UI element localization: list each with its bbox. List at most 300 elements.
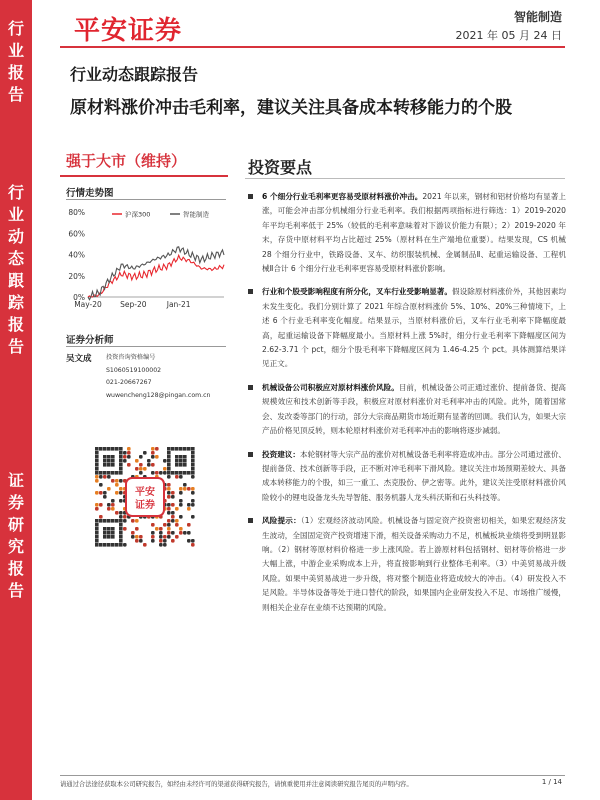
qr-module [107, 503, 111, 507]
key-point-2: 行业和个股受影响程度有所分化，叉车行业受影响显著。假设除原材料涨价外，其他因素均未发生变化。我们分别计算了 2021 年综合原材料涨价 5%、10%、20%三种情境下，上述 6 个行业毛利率变化幅度。结果显示，当原材料涨价后，叉车行业毛利率下降幅度最高，起重运输设备下降幅度最小。当原材料上涨 5%时，细分行业毛利率下降幅度区间为 2.62-3.71 个 pct，细分个股毛利率下降幅度区间为 1.46-4.25 个 pct。具体测算结果详见正文。 [248, 285, 566, 371]
header-divider [60, 46, 565, 48]
qr-module [95, 527, 99, 531]
series-line-1 [88, 255, 224, 297]
key-points [248, 190, 566, 624]
qr-module [103, 471, 107, 475]
side-char: 报 [7, 315, 24, 334]
side-char: 究 [7, 537, 24, 556]
qr-module [151, 539, 155, 543]
qr-module [139, 463, 143, 467]
qr-module [123, 459, 127, 463]
qr-module [159, 535, 163, 539]
qr-module [167, 459, 171, 463]
qr-module [111, 531, 115, 535]
qr-module [99, 503, 103, 507]
qr-module [131, 531, 135, 535]
qr-module [123, 527, 127, 531]
qr-module [119, 511, 123, 515]
side-char: 报 [7, 559, 24, 578]
qr-module [95, 503, 99, 507]
qr-module [107, 527, 111, 531]
analyst-info [106, 352, 210, 402]
qr-module [103, 543, 107, 547]
qr-module [115, 479, 119, 483]
qr-module [131, 519, 135, 523]
qr-module [159, 527, 163, 531]
legend-label-2: 智能制造 [183, 210, 209, 219]
qr-module [155, 447, 159, 451]
qr-module [119, 487, 123, 491]
qr-module [103, 455, 107, 459]
analyst-qualification-label: 投资咨询资格编号 [106, 354, 156, 361]
qr-module [179, 515, 183, 519]
qr-module [119, 523, 123, 527]
qr-module [183, 471, 187, 475]
qr-module [127, 447, 131, 451]
qr-module [171, 539, 175, 543]
key-point-3: 机械设备公司积极应对原材料涨价风险。目前，机械设备公司正通过涨价、提前备货、提高规模效应和技术创新等手段，积极应对原材料涨价对毛利率冲击的风险。此外，随着国常会、发改委等部门的行动，部分大宗商品期货市场近期有显著的回调。我们认为，如果大宗产品价格见顶反转，则本轮原材料涨价对毛利率冲击的影响将逐步减弱。 [248, 381, 566, 439]
qr-module [159, 539, 163, 543]
qr-module [95, 523, 99, 527]
company-logo: 平安证券 [74, 16, 183, 46]
key-point-4: 投资建议：本轮钢材等大宗产品的涨价对机械设备毛利率将造成冲击。部分公司通过涨价、提前备货、技术创新等手段，正不断对冲毛利率下滑风险。建议关注市场预期差较大、具备成本转移能力的个股，如三一重工、杰克股份、伊之密等。此外，建议关注受原材料涨价风险较小的锂电设备龙头先导智能、服务机器人龙头科沃斯和石头科技等。 [248, 448, 566, 506]
qr-module [187, 531, 191, 535]
qr-module [111, 503, 115, 507]
key-point-5: 风险提示：（1）宏观经济波动风险。机械设备与固定资产投资密切相关，如果宏观经济发生波动，全国固定资产投资增速下滑，相关设备采购动力不足，机械板块业绩将受到明显影响。（2）钢材等原材料价格进一步上涨风险。若上游原材料包括钢材、铝材等价格进一步大幅上涨，中游企业采购成本上升，将直接影响到行业整体毛利率。（3）中美贸易战升级风险。如果中美贸易战进一步升级，将对整个制造业将造成较大的冲击。（4）研发投入不足风险。半导体设备等处于进口替代的阶段，如果国内企业研发投入不足、市场推广缓慢，则相关企业存在业绩不达预期的风险。 [248, 514, 566, 615]
qr-module [151, 523, 155, 527]
qr-module [179, 475, 183, 479]
qr-module [115, 491, 119, 495]
qr-module [147, 459, 151, 463]
qr-module [167, 471, 171, 475]
qr-module [179, 503, 183, 507]
qr-module [103, 491, 107, 495]
qr-module [95, 507, 99, 511]
qr-module [167, 511, 171, 515]
qr-module [167, 491, 171, 495]
qr-module [187, 471, 191, 475]
x-tick-label: Jan-21 [166, 300, 191, 309]
qr-module [119, 467, 123, 471]
qr-module [191, 475, 195, 479]
qr-module [175, 475, 179, 479]
side-label-industry-report [0, 18, 32, 106]
qr-module [99, 491, 103, 495]
trend-chart [60, 202, 230, 314]
qr-module [111, 447, 115, 451]
qr-module [131, 535, 135, 539]
qr-module [95, 519, 99, 523]
qr-module [191, 459, 195, 463]
qr-module [175, 535, 179, 539]
qr-module [183, 455, 187, 459]
qr-module [155, 471, 159, 475]
qr-module [179, 527, 183, 531]
qr-module [103, 519, 107, 523]
qr-module [151, 447, 155, 451]
qr-module [183, 483, 187, 487]
qr-module [147, 463, 151, 467]
qr-module [179, 531, 183, 535]
qr-module [191, 467, 195, 471]
qr-module [99, 515, 103, 519]
qr-module [107, 459, 111, 463]
side-char: 券 [7, 493, 24, 512]
rating: 强于大市（维持） [66, 152, 187, 170]
qr-module [179, 463, 183, 467]
qr-module [95, 539, 99, 543]
qr-module [111, 519, 115, 523]
qr-module [95, 455, 99, 459]
qr-module [191, 471, 195, 475]
y-tick-label: 60% [68, 229, 85, 239]
qr-module [167, 531, 171, 535]
qr-module [155, 527, 159, 531]
qr-module [151, 455, 155, 459]
side-char: 报 [7, 63, 24, 82]
analyst-email: wuwencheng128@pingan.com.cn [106, 391, 211, 399]
report-title: 原材料涨价冲击毛利率，建议关注具备成本转移能力的个股 [70, 98, 512, 118]
qr-module [119, 519, 123, 523]
qr-module [103, 531, 107, 535]
qr-module [107, 455, 111, 459]
qr-module [99, 483, 103, 487]
side-char: 动 [7, 227, 24, 246]
qr-module [179, 455, 183, 459]
qr-module [143, 467, 147, 471]
y-tick-label: 0% [73, 293, 85, 302]
qr-module [151, 451, 155, 455]
qr-module [171, 491, 175, 495]
report-type: 行业动态跟踪报告 [70, 65, 199, 84]
qr-module [175, 519, 179, 523]
qr-module [95, 459, 99, 463]
industry-category: 智能制造 [513, 10, 562, 24]
qr-module [187, 539, 191, 543]
qr-module [119, 491, 123, 495]
qr-module [119, 527, 123, 531]
legend-label-1: 沪深300 [125, 210, 151, 219]
qr-module [111, 507, 115, 511]
qr-module [151, 471, 155, 475]
y-tick-label: 80% [68, 208, 85, 217]
qr-module [167, 467, 171, 471]
qr-module [171, 511, 175, 515]
qr-module [111, 527, 115, 531]
qr-module [191, 543, 195, 547]
qr-module [103, 459, 107, 463]
qr-module [167, 527, 171, 531]
qr-module [171, 515, 175, 519]
qr-module [143, 451, 147, 455]
qr-module [119, 455, 123, 459]
qr-module [95, 463, 99, 467]
qr-module [95, 475, 99, 479]
section-title: 投资要点 [248, 158, 313, 177]
qr-module [135, 519, 139, 523]
page-number: 1 / 14 [541, 778, 562, 786]
footer-disclaimer: 请通过合法途径获取本公司研究报告，如经由未经许可的渠道获得研究报告，请慎重使用并注意阅读研究报告尾页的声明内容。 [60, 781, 413, 788]
qr-module [191, 491, 195, 495]
qr-module [99, 543, 103, 547]
qr-module [107, 447, 111, 451]
qr-module [175, 447, 179, 451]
qr-module [163, 471, 167, 475]
section-divider [245, 178, 565, 179]
side-char: 行 [7, 183, 24, 202]
qr-module [139, 467, 143, 471]
side-label-tracking-report [0, 182, 32, 358]
qr-logo-text-bottom: 证券 [135, 500, 155, 511]
qr-module [167, 487, 171, 491]
report-date: 2021 年 05 月 24 日 [455, 29, 562, 42]
qr-module [191, 499, 195, 503]
qr-module [119, 531, 123, 535]
qr-module [119, 535, 123, 539]
qr-module [103, 475, 107, 479]
qr-module [99, 475, 103, 479]
qr-module [167, 475, 171, 479]
trend-divider [66, 199, 226, 200]
side-char: 证 [7, 471, 24, 490]
qr-module [119, 515, 123, 519]
qr-module [103, 527, 107, 531]
analyst-divider [66, 346, 226, 347]
analyst-name: 吴文成 [66, 354, 92, 364]
footer-divider [60, 775, 565, 776]
qr-module [179, 447, 183, 451]
qr-module [167, 483, 171, 487]
qr-module [95, 535, 99, 539]
qr-module [111, 459, 115, 463]
qr-module [107, 531, 111, 535]
qr-module [115, 511, 119, 515]
qr-module [95, 447, 99, 451]
qr-module [99, 471, 103, 475]
qr-module [191, 487, 195, 491]
qr-module [123, 451, 127, 455]
key-point-1: 6 个细分行业毛利率更容易受原材料涨价冲击。2021 年以来，钢材和铝材价格均有显著上涨，可能会冲击部分机械细分行业毛利率。我们根据两项指标进行筛选：1）2019-2020 年平均毛利率低于 25%（较低的毛利率意味着对下游议价能力有限）；2）2019-2020 年末，存货中原材料平均占比超过 25%（原材料在生产端地位重要）。结果发现，CS 机械 28 个细分行业中，铁路设备、叉车、纺织服装机械、金属制品Ⅱ、起重运输设备、工程机械Ⅱ合计 6 个细分行业毛利率更容易受原材料涨价影响。 [248, 190, 566, 276]
qr-module [179, 459, 183, 463]
qr-module [187, 447, 191, 451]
qr-module [183, 487, 187, 491]
qr-module [111, 499, 115, 503]
qr-module [107, 543, 111, 547]
qr-module [187, 523, 191, 527]
qr-module [191, 515, 195, 519]
qr-module [95, 471, 99, 475]
qr-module [175, 463, 179, 467]
qr-module [115, 447, 119, 451]
qr-code [95, 447, 195, 547]
qr-module [183, 531, 187, 535]
qr-module [127, 451, 131, 455]
qr-module [95, 479, 99, 483]
qr-module [119, 539, 123, 543]
qr-module [107, 487, 111, 491]
side-char: 告 [7, 337, 24, 356]
qr-module [167, 447, 171, 451]
trend-chart-title: 行情走势图 [66, 188, 114, 199]
qr-module [171, 495, 175, 499]
side-char: 告 [7, 85, 24, 104]
qr-module [119, 499, 123, 503]
qr-module [167, 535, 171, 539]
qr-module [99, 447, 103, 451]
qr-module [151, 463, 155, 467]
qr-module [119, 463, 123, 467]
qr-module [187, 487, 191, 491]
qr-module [95, 491, 99, 495]
qr-module [103, 463, 107, 467]
x-tick-label: May-20 [74, 300, 102, 309]
qr-module [187, 507, 191, 511]
side-char: 跟 [7, 271, 24, 290]
side-char: 告 [7, 581, 24, 600]
qr-module [139, 471, 143, 475]
qr-module [175, 523, 179, 527]
qr-module [191, 503, 195, 507]
side-char: 研 [7, 515, 24, 534]
qr-module [167, 451, 171, 455]
qr-module [95, 451, 99, 455]
qr-module [179, 499, 183, 503]
qr-module [163, 535, 167, 539]
qr-module [115, 519, 119, 523]
qr-module [163, 539, 167, 543]
qr-module [95, 531, 99, 535]
qr-module [139, 455, 143, 459]
qr-module [167, 519, 171, 523]
qr-module [151, 535, 155, 539]
qr-module [175, 459, 179, 463]
qr-module [159, 543, 163, 547]
qr-module [107, 471, 111, 475]
side-label-securities-research [0, 470, 32, 602]
qr-module [191, 451, 195, 455]
qr-module [111, 455, 115, 459]
analyst-title: 证券分析师 [66, 335, 114, 346]
side-char: 踪 [7, 293, 24, 312]
qr-module [95, 543, 99, 547]
qr-module [159, 531, 163, 535]
qr-module [135, 539, 139, 543]
qr-module [135, 459, 139, 463]
qr-module [119, 479, 123, 483]
analyst-qualification-number: S1060519100002 [106, 366, 162, 374]
qr-module [123, 519, 127, 523]
qr-module [187, 503, 191, 507]
qr-module [167, 495, 171, 499]
qr-module [99, 519, 103, 523]
qr-module [179, 471, 183, 475]
qr-module [167, 523, 171, 527]
side-char: 业 [7, 41, 24, 60]
qr-module [191, 539, 195, 543]
qr-module [167, 455, 171, 459]
qr-module [119, 447, 123, 451]
qr-module [115, 483, 119, 487]
qr-module [135, 535, 139, 539]
qr-module [111, 543, 115, 547]
qr-module [115, 471, 119, 475]
qr-module [103, 535, 107, 539]
qr-module [191, 455, 195, 459]
qr-module [127, 463, 131, 467]
qr-module [119, 451, 123, 455]
qr-module [163, 523, 167, 527]
qr-module [175, 455, 179, 459]
analyst-phone: 021-20667267 [106, 379, 152, 386]
qr-module [103, 447, 107, 451]
qr-module [171, 471, 175, 475]
qr-module [171, 531, 175, 535]
qr-module [179, 491, 183, 495]
qr-module [135, 467, 139, 471]
qr-module [115, 543, 119, 547]
qr-module [103, 495, 107, 499]
qr-module [139, 535, 143, 539]
qr-module [171, 503, 175, 507]
qr-module [171, 447, 175, 451]
qr-module [123, 543, 127, 547]
qr-module [95, 467, 99, 471]
qr-module [183, 447, 187, 451]
qr-module [111, 535, 115, 539]
qr-module [107, 463, 111, 467]
qr-module [119, 459, 123, 463]
rating-divider [60, 175, 228, 177]
qr-module [151, 531, 155, 535]
qr-module [155, 455, 159, 459]
qr-module [171, 519, 175, 523]
y-tick-label: 20% [68, 271, 85, 281]
qr-module [139, 539, 143, 543]
qr-module [119, 543, 123, 547]
qr-module [175, 471, 179, 475]
qr-module [163, 459, 167, 463]
qr-module [163, 467, 167, 471]
qr-module [107, 507, 111, 511]
qr-module [107, 475, 111, 479]
qr-module [179, 487, 183, 491]
qr-module [143, 543, 147, 547]
x-tick-label: Sep-20 [120, 300, 147, 309]
side-char: 业 [7, 205, 24, 224]
qr-module [127, 455, 131, 459]
side-char: 态 [7, 249, 24, 268]
qr-module [123, 515, 127, 519]
qr-logo-text-top: 平安 [135, 487, 155, 498]
qr-module [107, 519, 111, 523]
qr-module [167, 507, 171, 511]
side-strip [0, 0, 32, 800]
qr-module [191, 447, 195, 451]
qr-module [163, 543, 167, 547]
qr-module [191, 463, 195, 467]
qr-module [167, 463, 171, 467]
qr-module [159, 471, 163, 475]
side-char: 行 [7, 19, 24, 38]
qr-module [123, 455, 127, 459]
qr-module [111, 479, 115, 483]
qr-module [175, 507, 179, 511]
qr-module [107, 535, 111, 539]
qr-module [183, 463, 187, 467]
qr-module [111, 463, 115, 467]
y-tick-label: 40% [68, 250, 85, 260]
qr-module [167, 503, 171, 507]
